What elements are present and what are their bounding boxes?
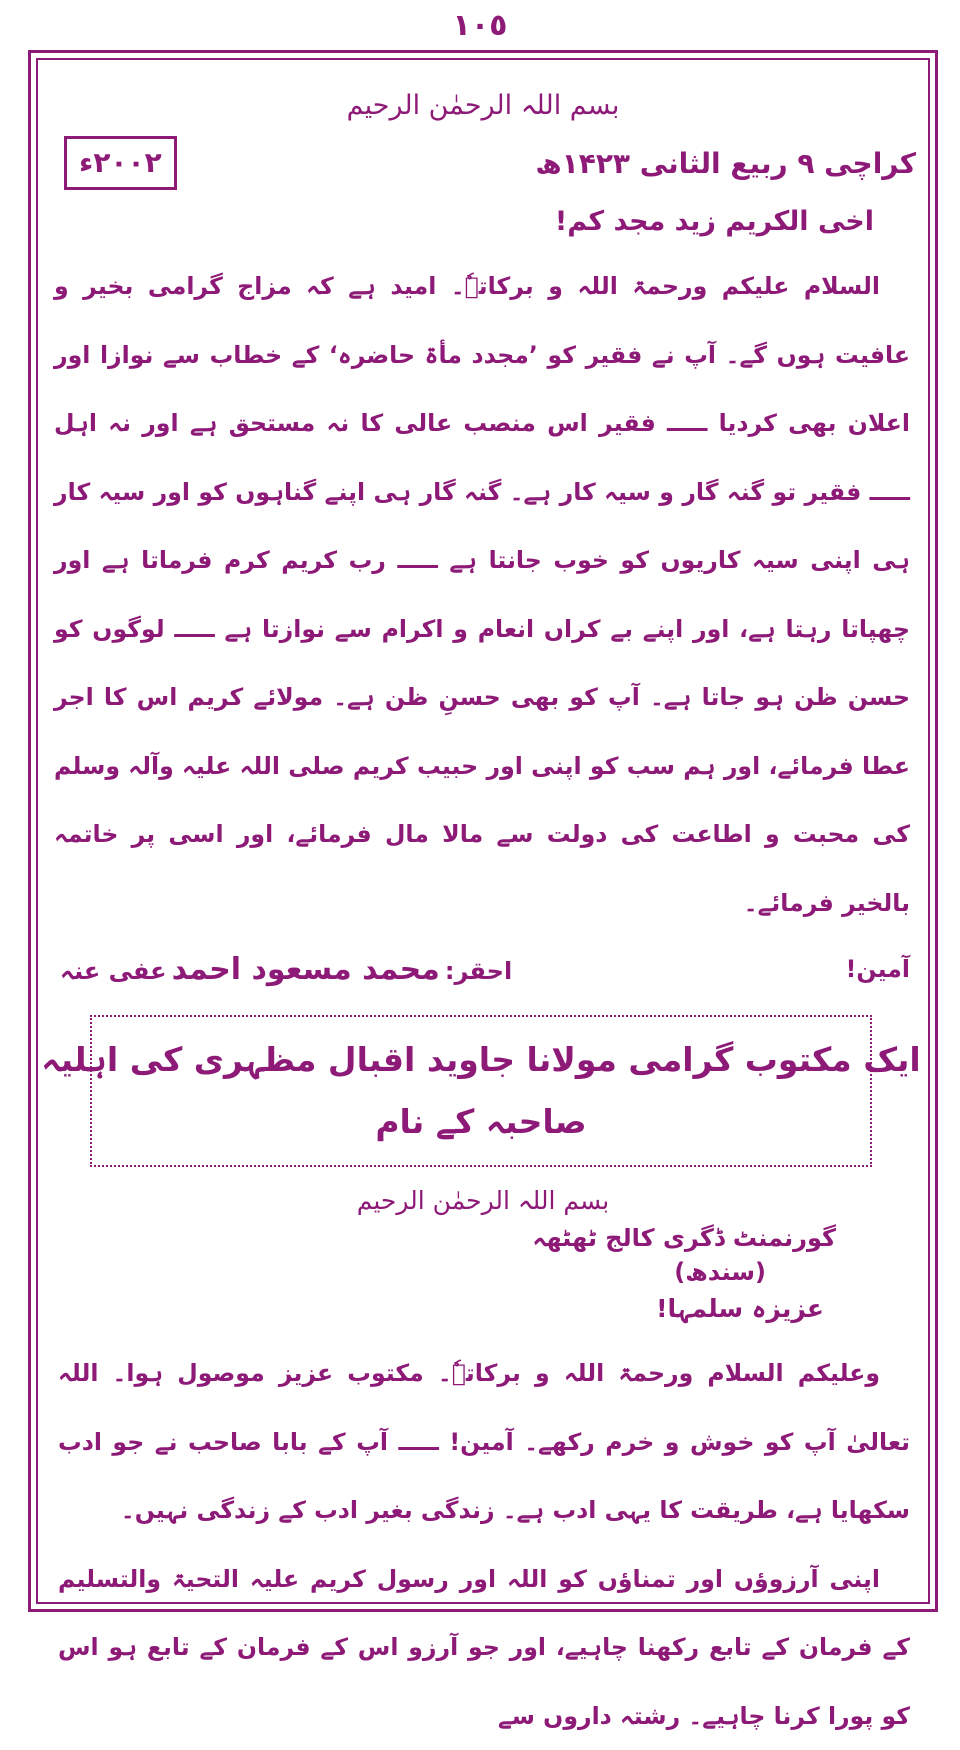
signature-suffix: عفی عنہ [60, 957, 167, 985]
signature [60, 952, 512, 987]
signature-row [50, 937, 916, 1001]
signature-prefix: احقر: [445, 957, 512, 985]
bismillah-heading: بسم اللہ الرحمٰن الرحیم [50, 86, 916, 126]
closing-amen: آمین! [846, 955, 910, 983]
sender-address-province: (سندھ) [50, 1255, 766, 1289]
sender-address: گورنمنٹ ڈگری کالج ٹھٹھہ [50, 1221, 836, 1255]
salutation: اخی الکریم زید مجد کم! [50, 200, 874, 244]
letter-paragraph-2a: وعلیکم السلام ورحمۃ اللہ و برکاتہٗ۔ مکتوب عزیز موصول ہوا۔ اللہ تعالیٰ آپ کو خوش و خرم رکھے۔ آمین! ـــــ آپ کے بابا صاحب نے جو ادب سکھایا ہے، طریقت کا یہی ادب ہے۔ زندگی بغیر ادب کے زندگی نہیں۔ [58, 1339, 910, 1545]
page-number: ١٠٥ [0, 8, 960, 43]
date-row [50, 132, 916, 194]
letter-paragraph: السلام علیکم ورحمۃ اللہ و برکاتہٗ۔ امید ہے کہ مزاج گرامی بخیر و عافیت ہوں گے۔ آپ نے فقیر کو ’مجدد مأۃ حاضرہ‘ کے خطاب سے نوازا اور اعلان بھی کردیا ـــــ فقیر اس منصب عالی کا نہ مستحق ہے اور نہ اہل ـــــ فقیر تو گنہ گار و سیہ کار ہے۔ گنہ گار ہی اپنے گناہوں کو اور سیہ کار ہی اپنی سیہ کاریوں کو خوب جانتا ہے ـــــ رب کریم کرم فرماتا ہے اور چھپاتا رہتا ہے، اور اپنے بے کراں انعام و اکرام سے نوازتا ہے ـــــ لوگوں کو حسن ظن ہو جاتا ہے۔ آپ کو بھی حسنِ ظن ہے۔ مولائے کریم اس کا اجر عطا فرمائے، اور ہم سب کو اپنی اور حبیب کریم صلی اللہ علیہ وآلہ وسلم کی محبت و اطاعت کی دولت سے مالا مال فرمائے، اور اسی پر خاتمہ بالخیر فرمائے۔ [54, 252, 910, 937]
addressee: عزیزہ سلمہا! [50, 1289, 824, 1329]
letter-body-2 [50, 1339, 916, 1750]
letter-title-box [90, 1015, 872, 1167]
page-content [50, 68, 916, 1750]
letter-title-line-1: ایک مکتوب گرامی مولانا جاوید اقبال مظہری کی اہلیہ [41, 1029, 920, 1091]
signature-name: محمد مسعود احمد [172, 952, 440, 987]
letter-date: کراچی ۹ ربیع الثانی ۱۴۲۳ھ [535, 147, 916, 180]
letter-title-line-2: صاحبہ کے نام [375, 1091, 586, 1153]
letter-paragraph-2b: اپنی آرزوؤں اور تمناؤں کو اللہ اور رسول کریم علیہ التحیۃ والتسلیم کے فرمان کے تابع رکھنا چاہیے، اور جو آرزو اس کے فرمان کے تابع ہو اس کو پورا کرنا چاہیے۔ رشتہ داروں سے [58, 1545, 910, 1750]
letter-body [50, 252, 916, 937]
year-badge: ٢٠٠٢ء [64, 136, 177, 190]
bismillah-heading-2: بسم اللہ الرحمٰن الرحیم [50, 1183, 916, 1219]
